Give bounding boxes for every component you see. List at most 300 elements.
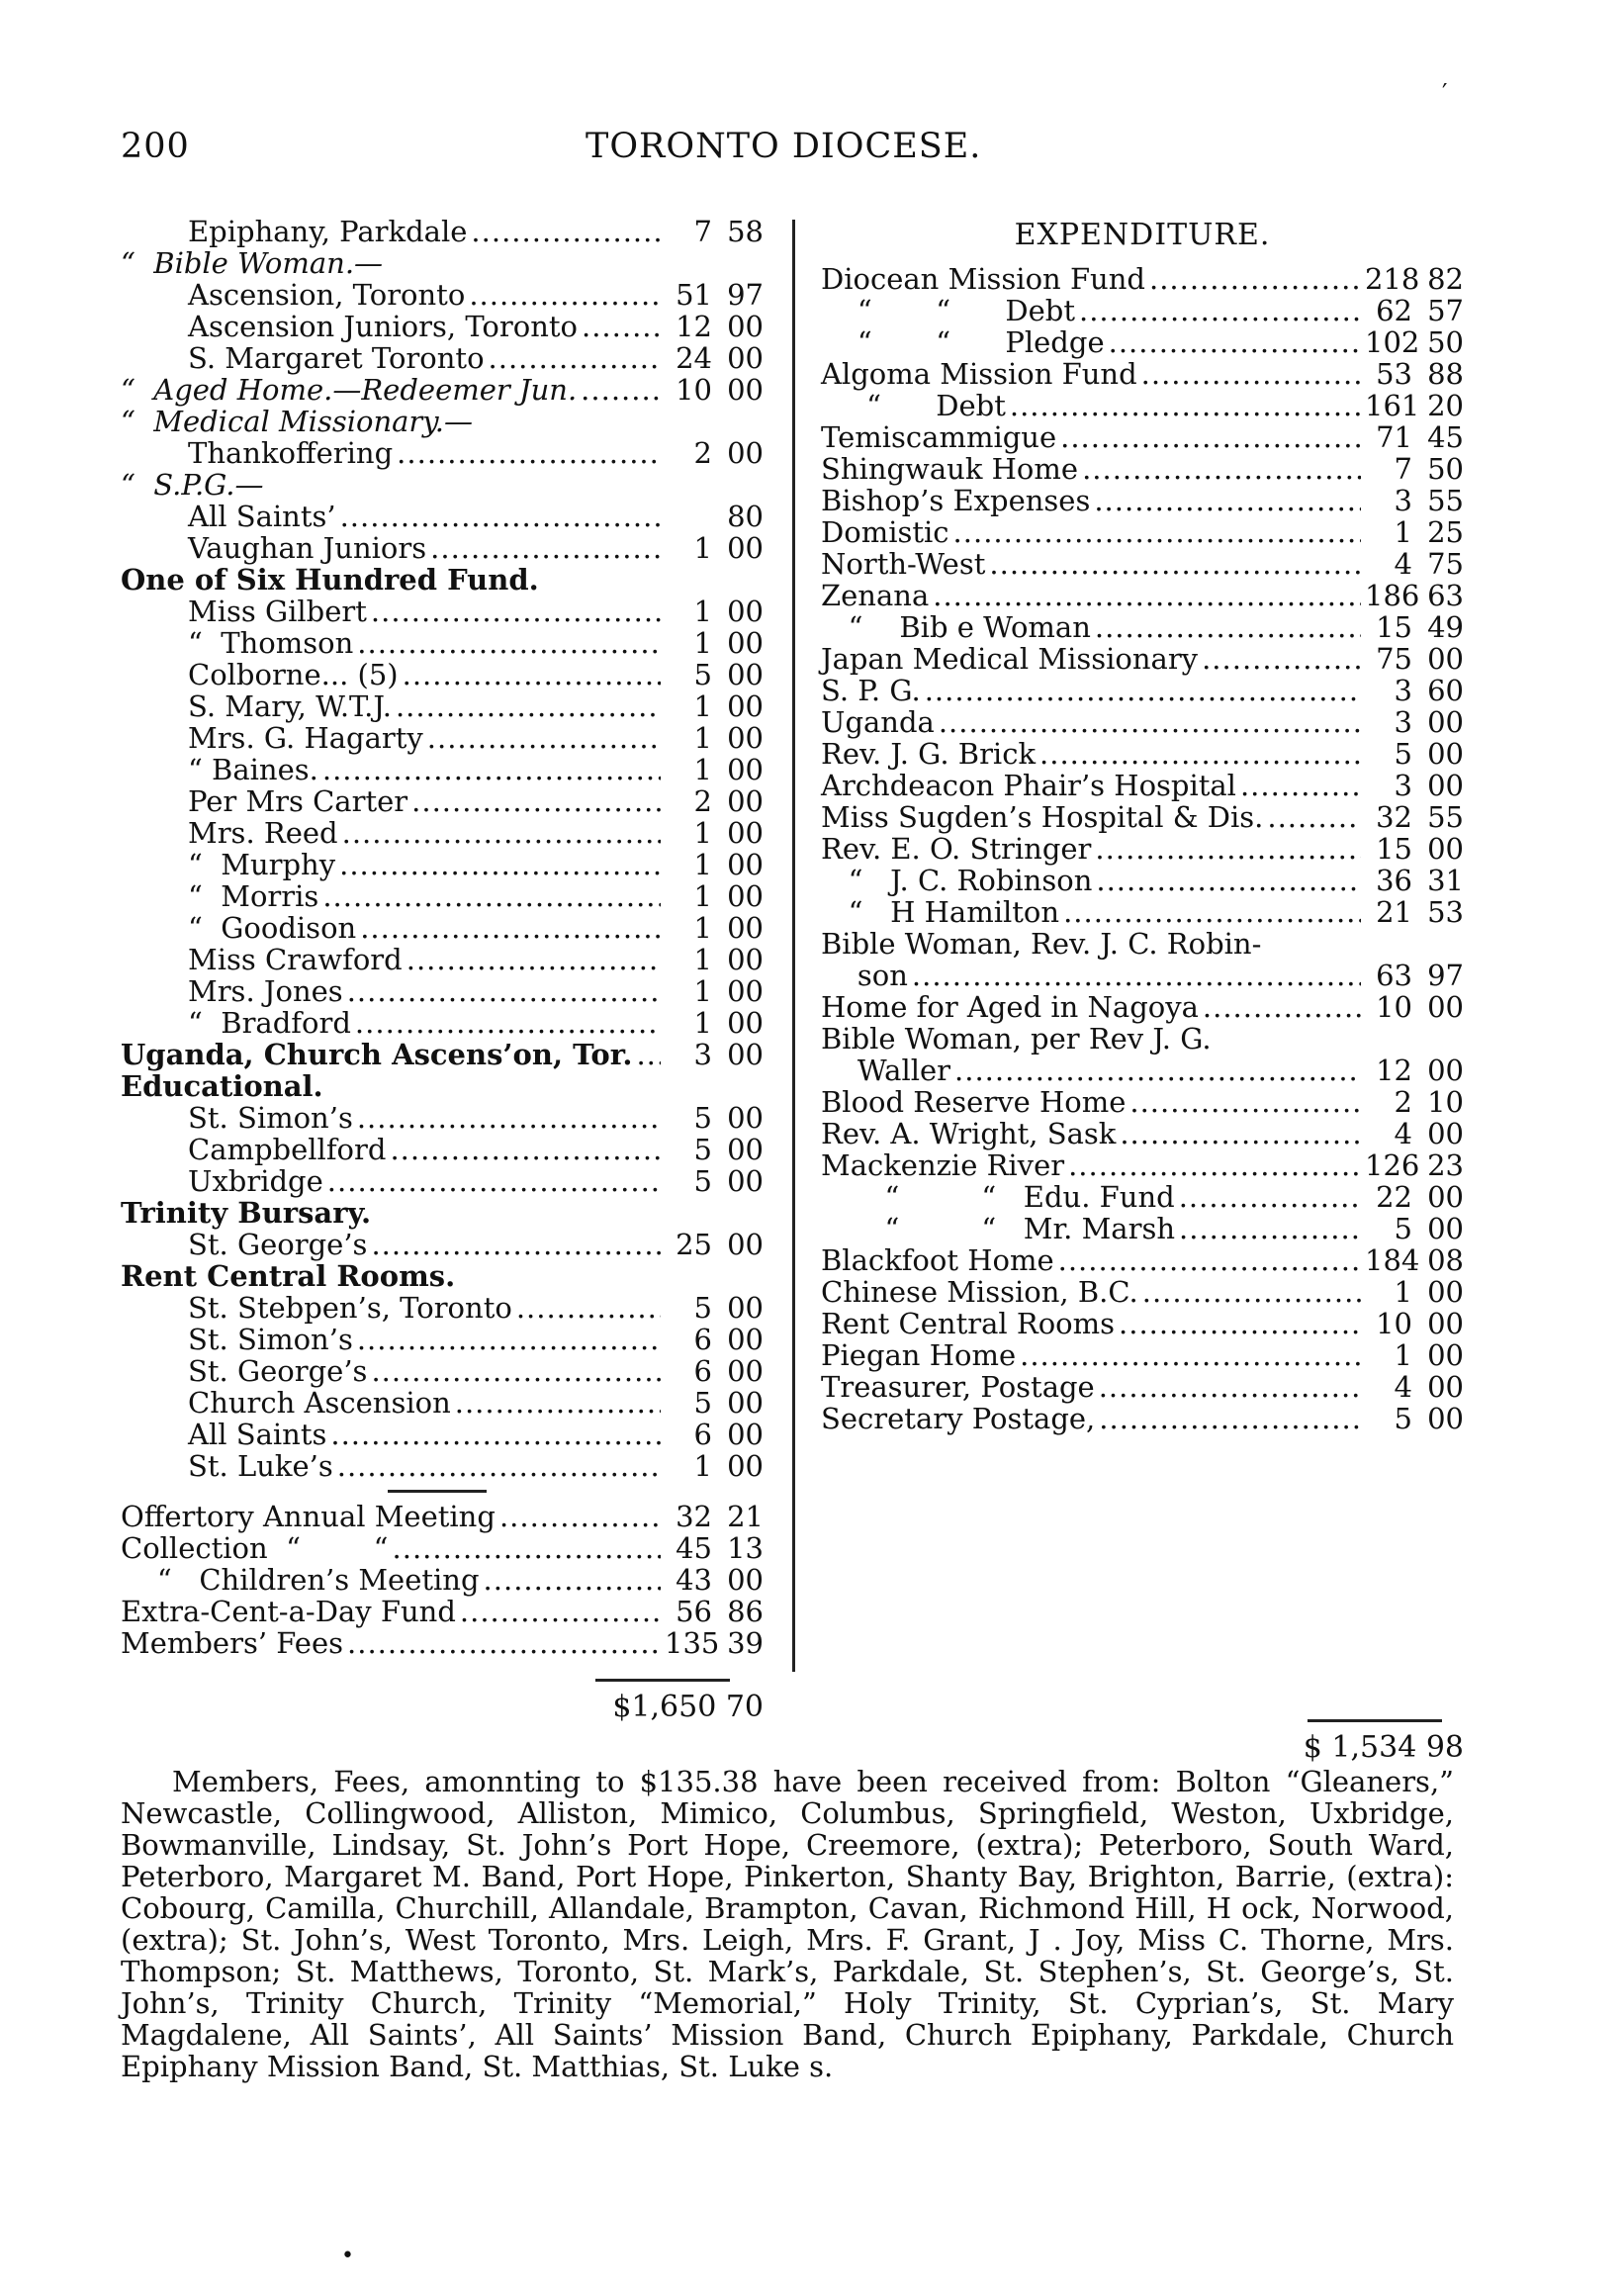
amount-cents: 55	[1427, 800, 1464, 834]
ledger-row	[121, 1564, 764, 1596]
leader-dots	[469, 279, 661, 311]
entry-label: “ Bradford	[188, 1006, 351, 1040]
leader-dots	[1099, 1371, 1361, 1403]
ledger-row	[121, 944, 764, 975]
amount-cents: 00	[727, 658, 764, 691]
ledger-row	[121, 1596, 764, 1627]
amount-cents: 75	[1427, 547, 1464, 581]
entry-label: Uxbridge	[188, 1164, 323, 1198]
amount-dollars: 6	[693, 1418, 712, 1451]
amount-dollars: 5	[693, 1101, 712, 1135]
leader-dots	[1142, 1276, 1361, 1308]
amount-dollars: 21	[1376, 895, 1412, 929]
entry-label: Rent Central Rooms.	[121, 1259, 456, 1293]
amount-cents: 00	[1427, 990, 1464, 1024]
entry-label: Treasurer, Postage	[821, 1370, 1095, 1404]
ledger-row	[821, 896, 1464, 928]
leader-dots	[1060, 421, 1361, 453]
ledger-row	[821, 326, 1464, 358]
receipts-total: $1,650 70	[612, 1690, 764, 1724]
expenditure-column	[821, 216, 1464, 1764]
leader-dots	[322, 754, 661, 785]
entry-label: Japan Medical Missionary	[821, 642, 1199, 676]
leader-dots	[1095, 833, 1361, 865]
amount-dollars: 5	[693, 658, 712, 691]
entry-label: “ Thomson	[188, 626, 354, 660]
entry-label: St. Stebpen’s, Toronto	[188, 1291, 512, 1325]
leader-dots	[1082, 453, 1361, 485]
amount-dollars: 5	[693, 1386, 712, 1420]
ledger-row	[121, 722, 764, 754]
ledger-row	[121, 659, 764, 690]
amount-dollars: 1	[1394, 515, 1412, 549]
amount-cents: 00	[727, 943, 764, 976]
leader-dots	[1079, 295, 1361, 326]
amount-dollars: 2	[693, 784, 712, 818]
amount-cents: 80	[727, 500, 764, 533]
leader-dots	[337, 1450, 661, 1482]
ledger-row	[121, 532, 764, 564]
amount-dollars: 126	[1365, 1148, 1420, 1182]
ledger-row	[121, 596, 764, 627]
amount-cents: 00	[1427, 1275, 1464, 1309]
ledger-row	[121, 817, 764, 849]
ledger-row	[121, 785, 764, 817]
entry-label: “ Aged Home.—Redeemer Jun.	[121, 373, 578, 407]
amount-cents: 49	[1427, 610, 1464, 644]
stray-dot: •	[341, 2244, 354, 2268]
ledger-row	[121, 247, 764, 279]
ledger-row	[821, 643, 1464, 675]
ledger-row	[821, 738, 1464, 770]
ledger-row	[821, 1403, 1464, 1434]
stray-mark: ′	[1442, 79, 1448, 107]
leader-dots	[939, 706, 1361, 738]
amount-dollars: 1	[693, 848, 712, 881]
amount-cents: 00	[1427, 1370, 1464, 1404]
ledger-row	[121, 1419, 764, 1450]
amount-cents: 00	[1427, 1212, 1464, 1245]
ledger-row	[121, 849, 764, 880]
entry-label: Mackenzie River	[821, 1148, 1065, 1182]
entry-label: Blackfoot Home	[821, 1243, 1054, 1277]
ledger-row	[821, 865, 1464, 896]
leader-dots	[396, 690, 661, 722]
leader-dots	[339, 849, 661, 880]
entry-label: Waller	[821, 1054, 951, 1087]
subtotal-rule	[388, 1490, 487, 1493]
ledger-row	[821, 706, 1464, 738]
leader-dots	[925, 675, 1361, 706]
ledger-row	[821, 1276, 1464, 1308]
entry-label: All Saints	[188, 1418, 327, 1451]
entry-label: North-West	[821, 547, 986, 581]
leader-dots	[397, 437, 661, 469]
entry-label: Miss Gilbert	[188, 595, 367, 628]
ledger-row	[121, 1229, 764, 1260]
amount-dollars: 1	[693, 626, 712, 660]
amount-cents: 00	[727, 373, 764, 407]
leader-dots	[327, 1165, 661, 1197]
leader-dots	[516, 1292, 661, 1324]
ledger-row	[121, 1324, 764, 1355]
ledger-row	[821, 833, 1464, 865]
amount-dollars: 63	[1376, 959, 1412, 992]
expenditure-total: $ 1,534 98	[1303, 1730, 1464, 1765]
ledger-row	[821, 1118, 1464, 1149]
entry-label: “ Goodison	[188, 911, 357, 945]
entry-label: S. P. G.	[821, 674, 921, 707]
amount-dollars: 32	[676, 1500, 712, 1533]
amount-dollars: 12	[1376, 1054, 1412, 1087]
ledger-row	[121, 1501, 764, 1532]
entry-label: Ascension, Toronto	[188, 278, 466, 312]
leader-dots	[1020, 1339, 1361, 1371]
ledger-row	[821, 548, 1464, 580]
amount-dollars: 51	[676, 278, 712, 312]
entry-label: Mrs. Jones	[188, 974, 343, 1008]
amount-dollars: 22	[1376, 1180, 1412, 1214]
ledger-row	[121, 1260, 764, 1292]
ledger-row	[121, 1355, 764, 1387]
amount-dollars: 1	[693, 943, 712, 976]
leader-dots	[347, 975, 661, 1007]
entry-label: Miss Sugden’s Hospital & Dis.	[821, 800, 1264, 834]
amount-cents: 00	[727, 1101, 764, 1135]
amount-dollars: 5	[693, 1133, 712, 1166]
ledger-row	[821, 991, 1464, 1023]
ledger-row	[821, 1244, 1464, 1276]
ledger-row	[821, 1339, 1464, 1371]
amount-cents: 57	[1427, 294, 1464, 327]
leader-dots	[1120, 1118, 1361, 1149]
amount-cents: 08	[1427, 1243, 1464, 1277]
leader-dots	[371, 1229, 661, 1260]
receipts-summary-list	[121, 1501, 764, 1659]
ledger-row	[121, 1532, 764, 1564]
amount-cents: 00	[1427, 642, 1464, 676]
ledger-row	[821, 453, 1464, 485]
leader-dots	[330, 1419, 661, 1450]
ledger-row	[121, 311, 764, 342]
entry-label: S. Mary, W.T.J.	[188, 689, 392, 723]
entry-label: “ Bible Woman.—	[121, 246, 384, 280]
ledger-row	[821, 1181, 1464, 1213]
ledger-row	[121, 754, 764, 785]
ledger-row	[821, 675, 1464, 706]
amount-dollars: 3	[1394, 484, 1412, 517]
ledger-row	[821, 1213, 1464, 1244]
entry-label: “ Murphy	[188, 848, 336, 881]
ledger-row	[821, 580, 1464, 611]
entry-label: Diocean Mission Fund	[821, 262, 1145, 296]
entry-label: “ Morris	[188, 879, 319, 913]
amount-cents: 00	[1427, 1402, 1464, 1435]
ledger-row	[121, 1102, 764, 1134]
ledger-row	[121, 437, 764, 469]
amount-dollars: 2	[1394, 1085, 1412, 1119]
amount-cents: 00	[727, 816, 764, 850]
entry-label: Bible Woman, Rev. J. C. Robin-	[821, 927, 1262, 961]
amount-cents: 50	[1427, 325, 1464, 359]
ledger-row	[821, 960, 1464, 991]
leader-dots	[340, 501, 661, 532]
entry-label: “ Baines.	[188, 753, 318, 786]
receipts-column	[121, 216, 764, 1723]
amount-cents: 60	[1427, 674, 1464, 707]
entry-label: Church Ascension	[188, 1386, 451, 1420]
amount-dollars: 184	[1365, 1243, 1420, 1277]
ledger-row	[821, 801, 1464, 833]
amount-dollars: 6	[693, 1354, 712, 1388]
ledger-row	[821, 390, 1464, 421]
entry-label: “ J. C. Robinson	[821, 864, 1093, 897]
amount-dollars: 5	[693, 1291, 712, 1325]
amount-dollars: 161	[1365, 389, 1420, 422]
leader-dots	[371, 596, 661, 627]
leader-dots	[342, 817, 661, 849]
leader-dots	[355, 1007, 661, 1039]
amount-cents: 00	[1427, 1180, 1464, 1214]
expenditure-list	[821, 263, 1464, 1434]
entry-label: “ “ Debt	[821, 294, 1075, 327]
amount-dollars: 15	[1376, 610, 1412, 644]
amount-dollars: 218	[1365, 262, 1420, 296]
ledger-row	[121, 469, 764, 501]
ledger-row	[121, 279, 764, 311]
amount-dollars: 10	[676, 373, 712, 407]
entry-label: “ “ Pledge	[821, 325, 1105, 359]
amount-dollars: 2	[693, 436, 712, 470]
ledger-row	[121, 374, 764, 406]
amount-cents: 13	[727, 1531, 764, 1565]
ledger-row	[821, 1055, 1464, 1086]
entry-label: “ Medical Missionary.—	[121, 405, 474, 438]
entry-label: Rev. A. Wright, Sask	[821, 1117, 1117, 1150]
ledger-row	[121, 912, 764, 944]
amount-dollars: 5	[1394, 1402, 1412, 1435]
amount-cents: 00	[727, 848, 764, 881]
entry-label: Shingwauk Home	[821, 452, 1079, 486]
amount-cents: 00	[727, 1228, 764, 1261]
entry-label: Miss Crawford	[188, 943, 403, 976]
running-title: TORONTO DIOCESE.	[586, 127, 982, 166]
amount-cents: 00	[1427, 1054, 1464, 1087]
amount-dollars: 1	[693, 974, 712, 1008]
amount-dollars: 45	[676, 1531, 712, 1565]
leader-dots	[411, 785, 661, 817]
leader-dots	[1149, 263, 1361, 295]
amount-cents: 23	[1427, 1148, 1464, 1182]
total-rule	[1308, 1719, 1442, 1722]
leader-dots	[357, 1102, 661, 1134]
amount-dollars: 53	[1376, 357, 1412, 391]
entry-label: Uganda	[821, 705, 935, 739]
amount-dollars: 5	[1394, 737, 1412, 771]
amount-cents: 00	[1427, 832, 1464, 866]
entry-label: Rent Central Rooms	[821, 1307, 1116, 1340]
amount-dollars: 102	[1365, 325, 1420, 359]
leader-dots	[1240, 770, 1361, 801]
leader-dots	[1099, 1403, 1361, 1434]
entry-label: Chinese Mission, B.C.	[821, 1275, 1138, 1309]
leader-dots	[471, 216, 661, 247]
entry-label: One of Six Hundred Fund.	[121, 563, 539, 596]
amount-dollars: 1	[693, 1006, 712, 1040]
leader-dots	[1203, 991, 1361, 1023]
amount-cents: 00	[727, 1354, 764, 1388]
entry-label: “ Bib e Woman	[821, 610, 1091, 644]
ledger-row	[821, 770, 1464, 801]
amount-dollars: 24	[676, 341, 712, 375]
amount-cents: 00	[727, 626, 764, 660]
entry-label: Bishop’s Expenses	[821, 484, 1091, 517]
leader-dots	[1095, 611, 1361, 643]
amount-dollars: 4	[1394, 1117, 1412, 1150]
amount-cents: 97	[727, 278, 764, 312]
leader-dots	[430, 532, 661, 564]
amount-cents: 00	[1427, 1307, 1464, 1340]
amount-cents: 00	[727, 341, 764, 375]
amount-cents: 00	[727, 1038, 764, 1071]
ledger-row	[121, 406, 764, 437]
amount-cents: 00	[727, 721, 764, 755]
amount-dollars: 7	[693, 215, 712, 248]
leader-dots	[357, 627, 661, 659]
amount-cents: 25	[1427, 515, 1464, 549]
amount-cents: 88	[1427, 357, 1464, 391]
leader-dots	[484, 1564, 661, 1596]
entry-label: Blood Reserve Home	[821, 1085, 1127, 1119]
amount-dollars: 1	[693, 911, 712, 945]
ledger-row	[121, 1007, 764, 1039]
entry-label: S. Margaret Toronto	[188, 341, 485, 375]
amount-cents: 55	[1427, 484, 1464, 517]
amount-dollars: 7	[1394, 452, 1412, 486]
amount-dollars: 75	[1376, 642, 1412, 676]
ledger-row	[121, 216, 764, 247]
leader-dots	[427, 722, 661, 754]
amount-dollars: 6	[693, 1323, 712, 1356]
amount-cents: 00	[727, 310, 764, 343]
entry-label: Extra-Cent-a-Day Fund	[121, 1595, 456, 1628]
entry-label: St. Luke’s	[188, 1449, 333, 1483]
leader-dots	[989, 548, 1361, 580]
amount-cents: 00	[727, 784, 764, 818]
ledger-row	[121, 975, 764, 1007]
leader-dots	[1068, 1149, 1361, 1181]
leader-dots	[1094, 485, 1361, 516]
total-rule	[595, 1679, 730, 1682]
leader-dots	[1109, 326, 1361, 358]
entry-label: Zenana	[821, 579, 930, 612]
ledger-row	[821, 1371, 1464, 1403]
amount-cents: 82	[1427, 262, 1464, 296]
amount-dollars: 10	[1376, 1307, 1412, 1340]
ledger-row	[121, 1070, 764, 1102]
leader-dots	[322, 880, 661, 912]
ledger-row	[121, 1450, 764, 1482]
amount-cents: 00	[727, 1563, 764, 1597]
receipts-list	[121, 216, 764, 1482]
amount-cents: 39	[727, 1626, 764, 1660]
entry-label: All Saints’	[188, 500, 336, 533]
amount-dollars: 186	[1365, 579, 1420, 612]
amount-cents: 00	[727, 1449, 764, 1483]
ledger-row	[821, 485, 1464, 516]
leader-dots	[582, 311, 661, 342]
ledger-row	[821, 1308, 1464, 1339]
ledger-row	[121, 627, 764, 659]
entry-label: “ H Hamilton	[821, 895, 1060, 929]
entry-label: Mrs. Reed	[188, 816, 338, 850]
ledger-row	[821, 263, 1464, 295]
amount-cents: 97	[1427, 959, 1464, 992]
leader-dots	[636, 1039, 661, 1070]
amount-dollars: 62	[1376, 294, 1412, 327]
amount-cents: 50	[1427, 452, 1464, 486]
members-fees-note: Members, Fees, amonnting to $135.38 have been received from: Bolton “Gleaners,” Newcastle, Collingwood, Alliston, Mimico, Columbus, Springfield, Weston, Uxbridge, Bowmanville, Lindsay, St. John’s Port Hope, Creemore, (extra); Peterboro, South Ward, Peterboro, Margaret M. Band, Port Hope, Pinkerton, Shanty Bay, Brighton, Barrie, (extra): Cobourg, Camilla, Churchill, Allandale, Brampton, Cavan, Richmond Hill, H ock, Norwood, (extra); St. John’s, West Toronto, Mrs. Leigh, Mrs. F. Grant, J . Joy, Miss C. Thorne, Mrs. Thompson; St. Matthews, Toronto, St. Mark’s, Parkdale, St. Stephen’s, St. George’s, St. John’s, Trinity Church, Trinity “Memorial,” Holy Trinity, St. Cyprian’s, St. Mary Magdalene, All Saints’, All Saints’ Mission Band, Church Epiphany, Parkdale, Church Epiphany Mission Band, St. Matthias, St. Luke s.	[121, 1765, 1454, 2083]
entry-label: Piegan Home	[821, 1338, 1017, 1372]
amount-dollars: 1	[693, 721, 712, 755]
amount-cents: 00	[727, 1418, 764, 1451]
amount-cents: 00	[727, 1006, 764, 1040]
ledger-row	[121, 690, 764, 722]
entry-label: Rev. J. G. Brick	[821, 737, 1037, 771]
ledger-row	[121, 1387, 764, 1419]
amount-dollars: 43	[676, 1563, 712, 1597]
leader-dots	[1058, 1244, 1361, 1276]
leader-dots	[460, 1596, 661, 1627]
entry-label: Educational.	[121, 1069, 323, 1103]
entry-label: Rev. E. O. Stringer	[821, 832, 1092, 866]
entry-label: Archdeacon Phair’s Hospital	[821, 769, 1236, 802]
amount-dollars: 1	[693, 595, 712, 628]
leader-dots	[390, 1134, 661, 1165]
amount-dollars: 1	[693, 1449, 712, 1483]
leader-dots	[499, 1501, 661, 1532]
ledger-row	[121, 1134, 764, 1165]
leader-dots	[912, 960, 1361, 991]
amount-dollars: 12	[676, 310, 712, 343]
amount-cents: 45	[1427, 420, 1464, 454]
leader-dots	[1267, 801, 1361, 833]
amount-dollars: 1	[1394, 1338, 1412, 1372]
amount-dollars: 56	[676, 1595, 712, 1628]
ledger-row	[121, 1627, 764, 1659]
amount-dollars: 3	[693, 1038, 712, 1071]
leader-dots	[455, 1387, 661, 1419]
leader-dots	[1063, 896, 1361, 928]
leader-dots	[360, 912, 661, 944]
amount-dollars: 1	[693, 689, 712, 723]
entry-label: Mrs. G. Hagarty	[188, 721, 423, 755]
leader-dots	[953, 516, 1361, 548]
entry-label: “ “ Mr. Marsh	[821, 1212, 1176, 1245]
amount-dollars: 5	[1394, 1212, 1412, 1245]
amount-dollars: 4	[1394, 1370, 1412, 1404]
amount-cents: 00	[1427, 1338, 1464, 1372]
amount-cents: 00	[727, 531, 764, 565]
ledger-row	[821, 295, 1464, 326]
amount-dollars: 32	[1376, 800, 1412, 834]
ledger-row	[821, 1023, 1464, 1055]
amount-dollars: 25	[676, 1228, 712, 1261]
ledger-row	[121, 1165, 764, 1197]
amount-cents: 20	[1427, 389, 1464, 422]
leader-dots	[406, 944, 661, 975]
leader-dots	[1202, 643, 1361, 675]
